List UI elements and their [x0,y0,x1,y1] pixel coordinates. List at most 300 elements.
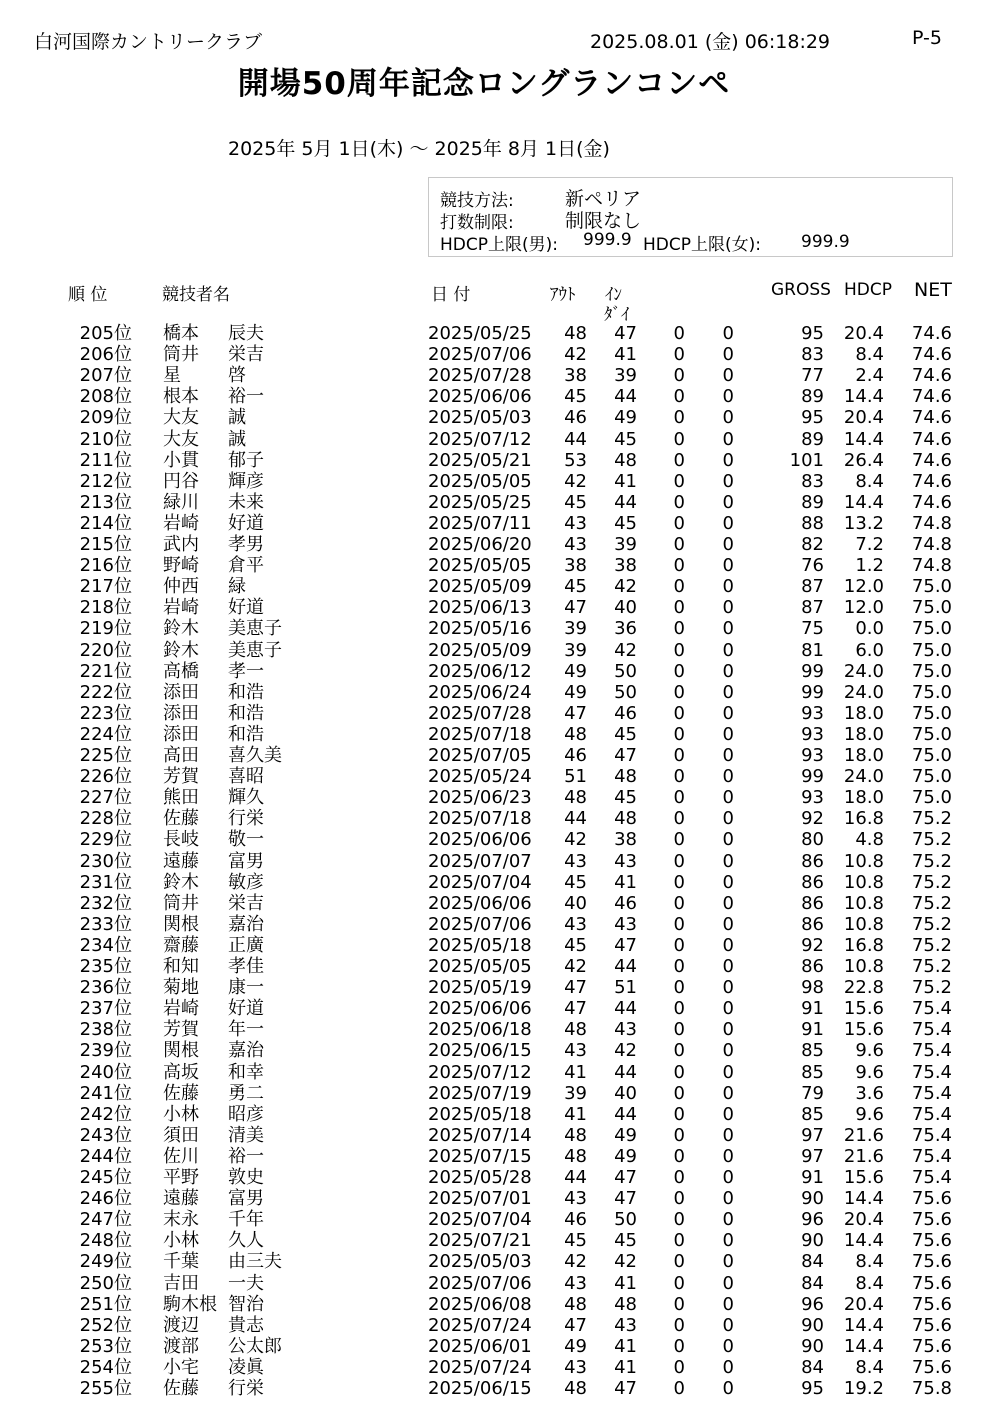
row-in-score: 49 [614,1124,637,1146]
row-surname: 小宅 [163,1356,199,1378]
row-date: 2025/07/05 [428,745,532,766]
row-date: 2025/06/15 [428,1040,532,1062]
table-row [0,1104,1000,1125]
row-surname: 鈴木 [163,639,199,661]
row-net: 75.2 [911,850,952,872]
row-zero-a: 0 [673,365,685,387]
row-surname: 岩崎 [163,597,199,619]
row-surname: 齋藤 [163,934,199,956]
row-zero-b: 0 [722,639,734,661]
row-gross: 97 [801,1145,824,1167]
row-hdcp: 14.4 [843,386,884,408]
row-date: 2025/06/20 [428,534,532,555]
row-net: 75.0 [911,660,952,682]
row-gross: 89 [801,491,824,513]
row-gross: 91 [801,998,824,1020]
row-hdcp: 9.6 [855,1040,884,1062]
row-date: 2025/05/16 [428,618,532,640]
row-hdcp: 19.2 [843,1378,884,1399]
row-rank: 205位 [79,323,132,344]
row-hdcp: 21.6 [843,1145,884,1167]
row-surname: 佐藤 [163,1082,199,1104]
row-zero-b: 0 [722,1061,734,1083]
row-zero-a: 0 [673,512,685,534]
table-row [0,386,1000,407]
row-out-score: 49 [564,1335,587,1357]
row-out-score: 43 [564,913,587,935]
row-rank: 243位 [79,1124,132,1146]
row-zero-a: 0 [673,491,685,513]
row-net: 74.6 [911,428,952,450]
row-hdcp: 14.4 [843,1188,884,1210]
table-row [0,492,1000,513]
row-rank: 208位 [79,386,132,408]
row-out-score: 45 [564,491,587,513]
row-net: 75.2 [911,808,952,830]
row-hdcp: 24.0 [843,766,884,788]
row-net: 75.6 [911,1314,952,1336]
row-hdcp: 15.6 [843,1019,884,1041]
row-zero-a: 0 [673,1061,685,1083]
row-date: 2025/05/09 [428,576,532,598]
row-out-score: 48 [564,1019,587,1041]
row-hdcp: 12.0 [843,597,884,619]
row-net: 75.4 [911,1167,952,1188]
row-out-score: 43 [564,1356,587,1378]
row-given-name: 千年 [228,1209,264,1231]
row-rank: 251位 [79,1293,132,1315]
row-gross: 99 [801,660,824,682]
table-row [0,1019,1000,1040]
row-rank: 242位 [79,1103,132,1125]
competition-period: 2025年 5月 1日(木) ～ 2025年 8月 1日(金) [228,138,610,160]
table-row [0,766,1000,787]
row-in-score: 45 [614,787,637,809]
row-in-score: 41 [614,871,637,893]
row-out-score: 45 [564,871,587,893]
row-date: 2025/06/06 [428,998,532,1020]
row-net: 75.2 [911,829,952,851]
row-rank: 212位 [79,470,132,492]
row-given-name: 貴志 [228,1314,264,1336]
row-rank: 249位 [79,1251,132,1273]
row-hdcp: 14.4 [843,491,884,513]
table-row [0,1378,1000,1399]
row-in-score: 41 [614,1272,637,1294]
row-out-score: 43 [564,534,587,555]
row-zero-b: 0 [722,681,734,703]
row-out-score: 45 [564,1230,587,1252]
row-hdcp: 2.4 [855,365,884,387]
row-hdcp: 8.4 [855,1272,884,1294]
row-net: 74.8 [911,512,952,534]
row-zero-a: 0 [673,344,685,366]
row-surname: 高田 [163,745,199,766]
row-out-score: 47 [564,702,587,724]
row-rank: 222位 [79,681,132,703]
row-gross: 97 [801,1124,824,1146]
row-surname: 円谷 [163,470,199,492]
row-in-score: 43 [614,1019,637,1041]
row-rank: 240位 [79,1061,132,1083]
row-given-name: 行栄 [228,808,264,830]
row-given-name: 輝久 [228,787,264,809]
page-number: P-5 [912,27,942,49]
table-row [0,471,1000,492]
row-given-name: 敬一 [228,829,264,851]
row-net: 75.4 [911,1145,952,1167]
row-rank: 221位 [79,660,132,682]
row-surname: 平野 [163,1167,199,1188]
row-net: 75.0 [911,723,952,745]
row-zero-a: 0 [673,1314,685,1336]
row-surname: 橋本 [163,323,199,344]
row-hdcp: 4.8 [855,829,884,851]
row-given-name: 一夫 [228,1272,264,1294]
row-given-name: 凌眞 [228,1356,264,1378]
row-zero-a: 0 [673,1040,685,1062]
row-gross: 84 [801,1356,824,1378]
row-date: 2025/05/25 [428,491,532,513]
row-in-score: 48 [614,449,637,471]
row-gross: 92 [801,808,824,830]
row-in-score: 43 [614,850,637,872]
row-rank: 216位 [79,555,132,577]
row-given-name: 康一 [228,977,264,999]
row-net: 74.8 [911,534,952,555]
row-zero-b: 0 [722,660,734,682]
col-name-header: 競技者名 [162,285,230,305]
row-rank: 213位 [79,491,132,513]
row-rank: 241位 [79,1082,132,1104]
row-zero-b: 0 [722,829,734,851]
row-surname: 千葉 [163,1251,199,1273]
row-net: 75.4 [911,1061,952,1083]
row-zero-b: 0 [722,1230,734,1252]
row-out-score: 43 [564,1272,587,1294]
row-net: 75.4 [911,1019,952,1041]
row-given-name: 郁子 [228,449,264,471]
table-row [0,1357,1000,1378]
row-rank: 246位 [79,1188,132,1210]
row-in-score: 41 [614,1335,637,1357]
row-hdcp: 15.6 [843,1167,884,1188]
row-hdcp: 10.8 [843,892,884,914]
row-out-score: 48 [564,723,587,745]
row-net: 75.6 [911,1335,952,1357]
row-out-score: 45 [564,386,587,408]
row-zero-a: 0 [673,787,685,809]
row-hdcp: 18.0 [843,723,884,745]
row-surname: 添田 [163,723,199,745]
row-surname: 末永 [163,1209,199,1231]
row-out-score: 45 [564,576,587,598]
row-date: 2025/07/06 [428,344,532,366]
row-net: 75.0 [911,618,952,640]
row-date: 2025/05/05 [428,956,532,977]
col-in-header-sub: ﾀﾞｲ [604,305,630,325]
row-given-name: 孝男 [228,534,264,555]
method-value: 新ペリア [565,188,642,210]
row-out-score: 49 [564,660,587,682]
row-rank: 214位 [79,512,132,534]
row-gross: 93 [801,787,824,809]
row-given-name: 勇二 [228,1082,264,1104]
row-out-score: 46 [564,745,587,766]
row-date: 2025/07/15 [428,1145,532,1167]
row-date: 2025/07/12 [428,1061,532,1083]
row-net: 74.8 [911,555,952,577]
row-zero-b: 0 [722,1040,734,1062]
table-row [0,872,1000,893]
row-net: 75.0 [911,597,952,619]
row-rank: 224位 [79,723,132,745]
row-date: 2025/05/09 [428,639,532,661]
row-gross: 85 [801,1103,824,1125]
row-zero-a: 0 [673,934,685,956]
row-zero-b: 0 [722,386,734,408]
row-zero-a: 0 [673,1103,685,1125]
row-hdcp: 14.4 [843,1230,884,1252]
row-date: 2025/07/28 [428,702,532,724]
row-rank: 219位 [79,618,132,640]
row-hdcp: 10.8 [843,913,884,935]
row-hdcp: 8.4 [855,1251,884,1273]
row-zero-a: 0 [673,470,685,492]
row-hdcp: 21.6 [843,1124,884,1146]
row-zero-a: 0 [673,1272,685,1294]
row-zero-b: 0 [722,1378,734,1399]
table-row [0,1146,1000,1167]
row-date: 2025/07/14 [428,1124,532,1146]
row-date: 2025/05/05 [428,470,532,492]
table-row [0,1336,1000,1357]
row-out-score: 39 [564,1082,587,1104]
row-net: 75.6 [911,1251,952,1273]
row-surname: 筒井 [163,892,199,914]
row-zero-a: 0 [673,1019,685,1041]
row-surname: 佐川 [163,1145,199,1167]
row-gross: 90 [801,1230,824,1252]
row-given-name: 好道 [228,998,264,1020]
table-row [0,1062,1000,1083]
row-gross: 82 [801,534,824,555]
row-zero-a: 0 [673,850,685,872]
row-net: 75.4 [911,1103,952,1125]
row-surname: 駒木根 [163,1293,217,1315]
row-in-score: 46 [614,892,637,914]
row-zero-a: 0 [673,660,685,682]
row-net: 75.0 [911,576,952,598]
row-surname: 武内 [163,534,199,555]
row-out-score: 49 [564,681,587,703]
row-out-score: 39 [564,618,587,640]
row-given-name: 裕一 [228,386,264,408]
row-rank: 211位 [79,449,132,471]
row-given-name: 敦史 [228,1167,264,1188]
row-hdcp: 14.4 [843,1314,884,1336]
row-rank: 232位 [79,892,132,914]
row-date: 2025/06/08 [428,1293,532,1315]
row-out-score: 38 [564,365,587,387]
row-gross: 95 [801,1378,824,1399]
row-zero-b: 0 [722,555,734,577]
row-hdcp: 26.4 [843,449,884,471]
row-net: 75.0 [911,639,952,661]
row-gross: 86 [801,913,824,935]
col-in-header: ｲﾝ [605,285,622,305]
row-rank: 253位 [79,1335,132,1357]
table-row [0,1251,1000,1272]
hdcp-female-label: HDCP上限(女): [643,235,761,255]
row-rank: 230位 [79,850,132,872]
row-surname: 岩崎 [163,998,199,1020]
row-zero-b: 0 [722,808,734,830]
row-given-name: 公太郎 [228,1335,282,1357]
row-zero-a: 0 [673,723,685,745]
table-row [0,618,1000,639]
table-row [0,640,1000,661]
row-surname: 高橋 [163,660,199,682]
row-zero-a: 0 [673,576,685,598]
row-gross: 96 [801,1293,824,1315]
row-surname: 遠藤 [163,850,199,872]
row-surname: 緑川 [163,491,199,513]
row-hdcp: 8.4 [855,470,884,492]
row-rank: 228位 [79,808,132,830]
table-row [0,1040,1000,1061]
row-given-name: 啓 [228,365,246,387]
table-row [0,429,1000,450]
row-given-name: 行栄 [228,1378,264,1399]
table-row [0,365,1000,386]
row-rank: 233位 [79,913,132,935]
row-in-score: 45 [614,1230,637,1252]
row-in-score: 45 [614,723,637,745]
row-rank: 223位 [79,702,132,724]
row-surname: 高坂 [163,1061,199,1083]
row-hdcp: 18.0 [843,702,884,724]
row-in-score: 43 [614,1314,637,1336]
row-given-name: 由三夫 [228,1251,282,1273]
row-zero-b: 0 [722,850,734,872]
row-zero-b: 0 [722,1335,734,1357]
row-zero-a: 0 [673,1145,685,1167]
col-rank-header: 順 位 [68,285,108,305]
row-out-score: 53 [564,449,587,471]
row-gross: 89 [801,386,824,408]
row-in-score: 41 [614,1356,637,1378]
row-zero-a: 0 [673,1293,685,1315]
row-rank: 250位 [79,1272,132,1294]
row-in-score: 45 [614,512,637,534]
row-out-score: 43 [564,850,587,872]
row-zero-a: 0 [673,1378,685,1399]
row-zero-b: 0 [722,787,734,809]
row-gross: 80 [801,829,824,851]
row-surname: 岩崎 [163,512,199,534]
row-out-score: 42 [564,344,587,366]
row-net: 75.4 [911,1040,952,1062]
row-date: 2025/06/06 [428,892,532,914]
row-net: 74.6 [911,323,952,344]
row-hdcp: 20.4 [843,323,884,344]
row-date: 2025/06/18 [428,1019,532,1041]
row-gross: 83 [801,344,824,366]
table-row [0,851,1000,872]
row-in-score: 44 [614,998,637,1020]
table-row [0,893,1000,914]
row-hdcp: 10.8 [843,871,884,893]
row-given-name: 喜昭 [228,766,264,788]
row-surname: 熊田 [163,787,199,809]
row-given-name: 未来 [228,491,264,513]
row-in-score: 40 [614,1082,637,1104]
row-zero-a: 0 [673,1230,685,1252]
row-given-name: 富男 [228,850,264,872]
row-zero-a: 0 [673,745,685,766]
row-out-score: 47 [564,977,587,999]
row-gross: 99 [801,766,824,788]
row-zero-a: 0 [673,766,685,788]
row-gross: 90 [801,1314,824,1336]
row-net: 74.6 [911,449,952,471]
row-given-name: 久人 [228,1230,264,1252]
row-in-score: 42 [614,576,637,598]
row-in-score: 47 [614,323,637,344]
row-zero-a: 0 [673,1356,685,1378]
row-zero-b: 0 [722,449,734,471]
row-zero-b: 0 [722,1209,734,1231]
row-hdcp: 9.6 [855,1061,884,1083]
row-rank: 225位 [79,745,132,766]
row-net: 74.6 [911,344,952,366]
row-hdcp: 7.2 [855,534,884,555]
row-zero-b: 0 [722,491,734,513]
row-given-name: 清美 [228,1124,264,1146]
row-zero-b: 0 [722,428,734,450]
row-zero-a: 0 [673,534,685,555]
table-row [0,808,1000,829]
row-zero-a: 0 [673,1167,685,1188]
row-rank: 252位 [79,1314,132,1336]
row-rank: 238位 [79,1019,132,1041]
row-given-name: 辰夫 [228,323,264,344]
row-given-name: 孝一 [228,660,264,682]
row-surname: 星 [163,365,181,387]
row-zero-a: 0 [673,1082,685,1104]
row-zero-b: 0 [722,913,734,935]
row-rank: 209位 [79,407,132,429]
row-net: 75.6 [911,1293,952,1315]
row-surname: 関根 [163,913,199,935]
table-row [0,450,1000,471]
hdcp-male-value: 999.9 [583,230,632,250]
row-out-score: 42 [564,829,587,851]
table-row [0,1273,1000,1294]
row-zero-a: 0 [673,407,685,429]
row-rank: 215位 [79,534,132,555]
row-out-score: 47 [564,597,587,619]
row-given-name: 好道 [228,512,264,534]
row-net: 75.4 [911,1082,952,1104]
rules-box [428,177,953,257]
hdcp-male-label: HDCP上限(男): [440,235,558,255]
row-in-score: 46 [614,702,637,724]
row-zero-b: 0 [722,977,734,999]
row-zero-b: 0 [722,1293,734,1315]
row-zero-b: 0 [722,1314,734,1336]
